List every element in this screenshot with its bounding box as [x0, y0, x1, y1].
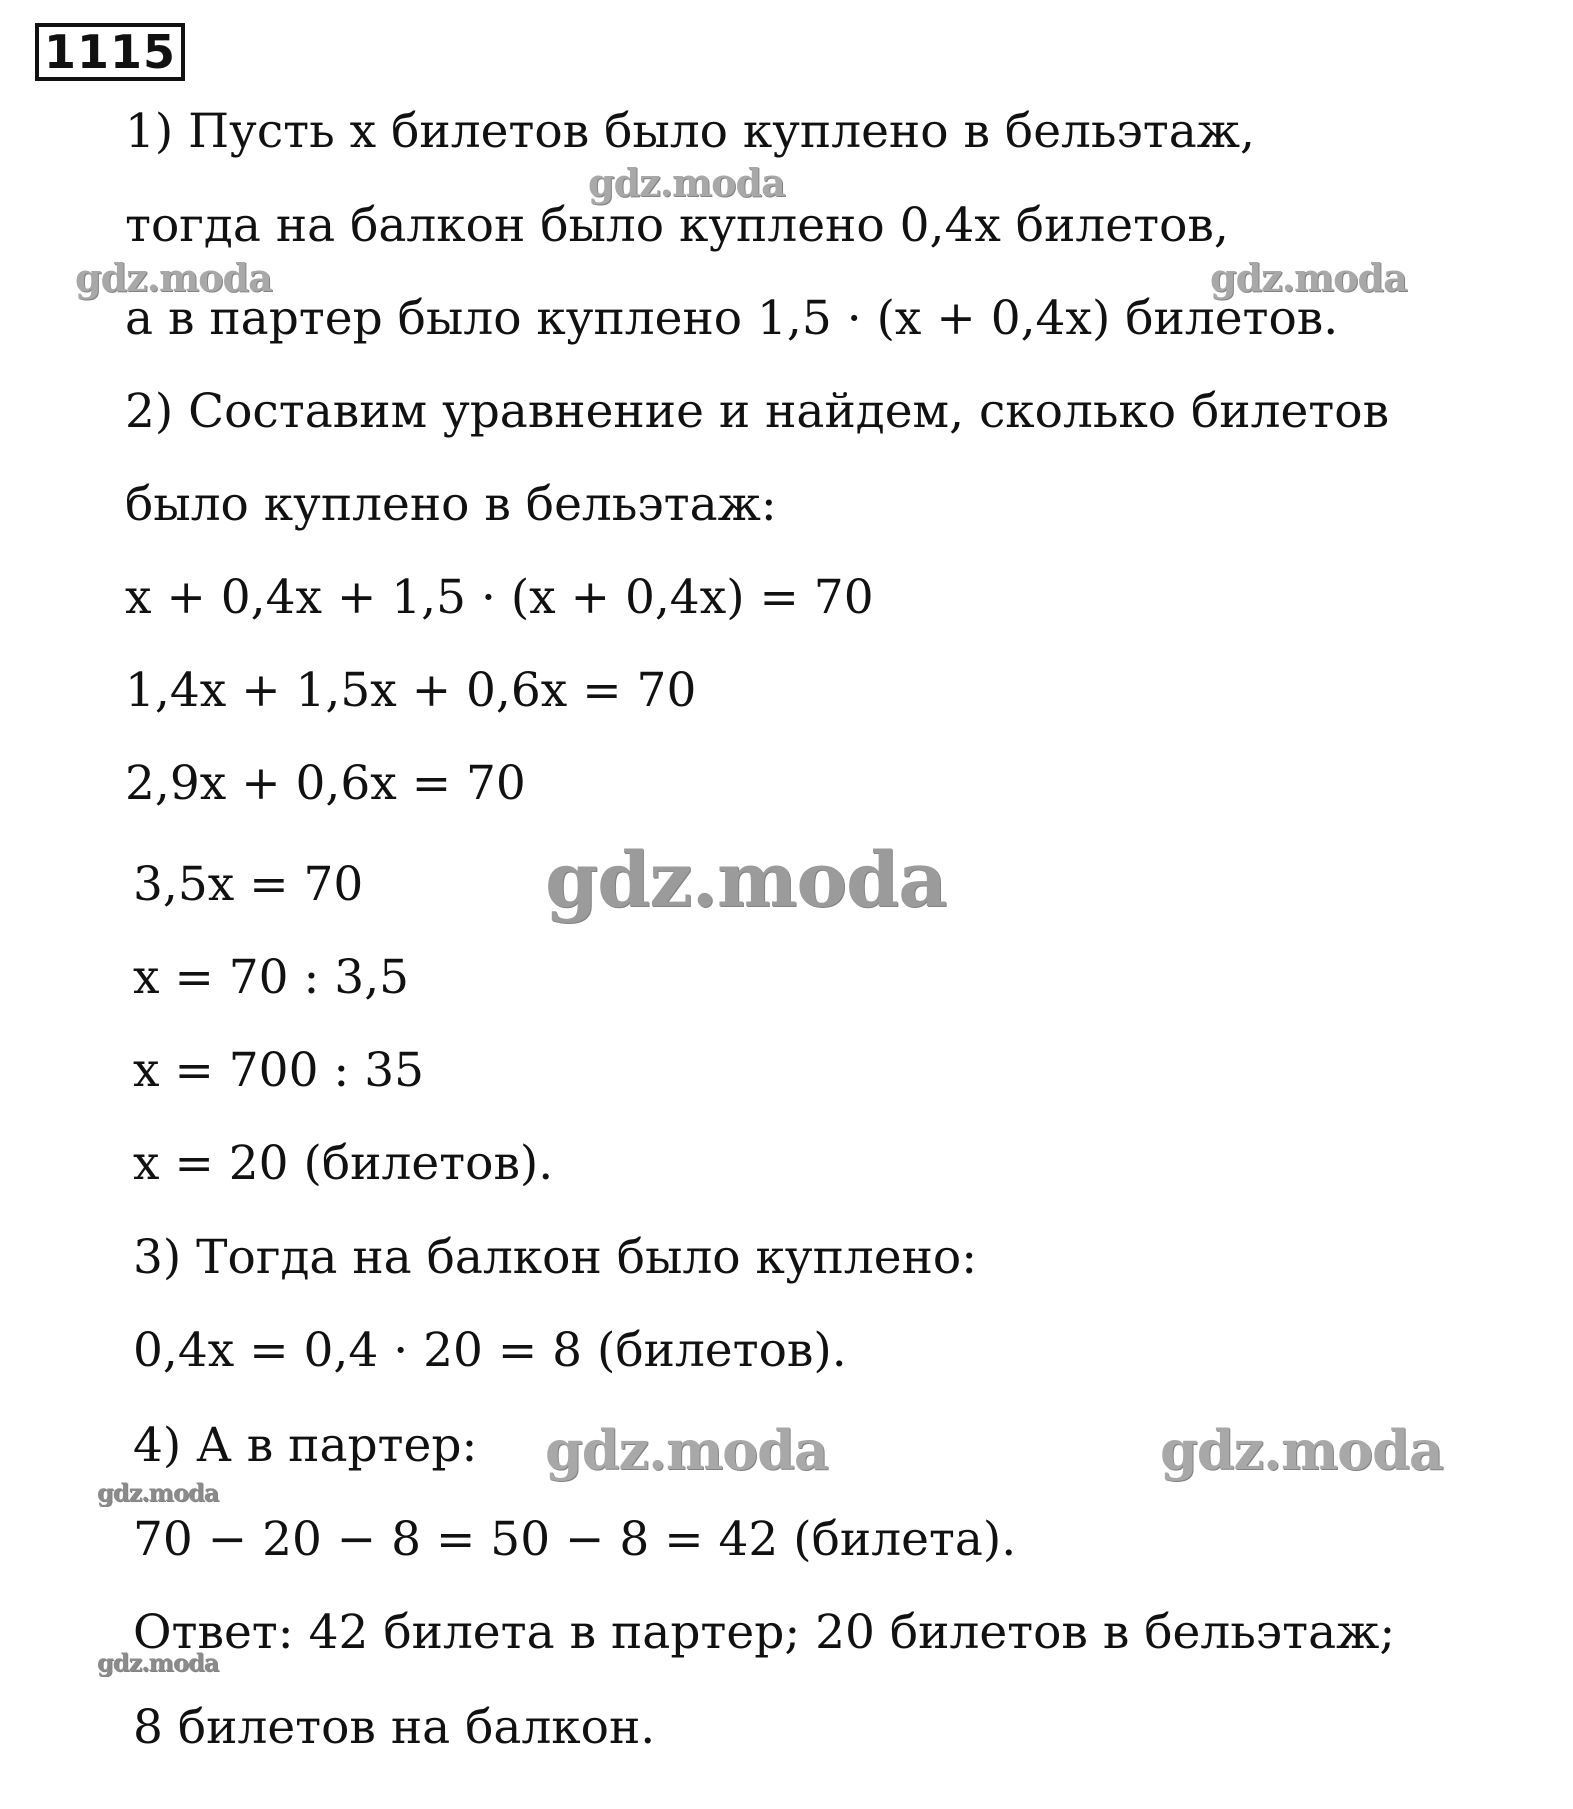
equation-line-3: 2,9x + 0,6x = 70 — [125, 756, 526, 811]
solution-line-7: 0,4x = 0,4 · 20 = 8 (билетов). — [133, 1323, 847, 1378]
answer-line-1: Ответ: 42 билета в партер; 20 билетов в бельэтаж; — [133, 1605, 1396, 1660]
equation-line-4: 3,5x = 70 — [133, 857, 364, 912]
watermark: gdz.moda — [1160, 1418, 1443, 1482]
solution-line-1: 1) Пусть x билетов было куплено в бельэтаж, — [125, 104, 1255, 159]
watermark: gdz.moda — [545, 1418, 828, 1482]
solution-line-4: 2) Составим уравнение и найдем, сколько билетов — [125, 384, 1390, 439]
task-number: 1115 — [35, 23, 185, 81]
solution-line-9: 70 − 20 − 8 = 50 − 8 = 42 (билета). — [133, 1512, 1017, 1567]
watermark: gdz.moda — [1210, 255, 1407, 300]
watermark: gdz.moda — [75, 255, 272, 300]
equation-line-1: x + 0,4x + 1,5 · (x + 0,4x) = 70 — [125, 570, 874, 625]
solution-line-6: 3) Тогда на балкон было куплено: — [133, 1230, 978, 1285]
equation-line-7: x = 20 (билетов). — [133, 1136, 554, 1191]
solution-line-5: было куплено в бельэтаж: — [125, 477, 777, 532]
equation-line-2: 1,4x + 1,5x + 0,6x = 70 — [125, 663, 697, 718]
watermark: gdz.moda — [588, 160, 785, 205]
solution-line-3: а в партер было куплено 1,5 · (x + 0,4x) билетов. — [125, 291, 1339, 346]
watermark: gdz.moda — [97, 1648, 219, 1677]
watermark: gdz.moda — [545, 835, 947, 924]
answer-line-2: 8 билетов на балкон. — [133, 1700, 656, 1755]
equation-line-5: x = 70 : 3,5 — [133, 950, 410, 1005]
solution-line-2: тогда на балкон было куплено 0,4x билетов, — [125, 198, 1229, 253]
equation-line-6: x = 700 : 35 — [133, 1043, 424, 1098]
solution-line-8: 4) А в партер: — [133, 1418, 478, 1473]
watermark: gdz.moda — [97, 1478, 219, 1507]
